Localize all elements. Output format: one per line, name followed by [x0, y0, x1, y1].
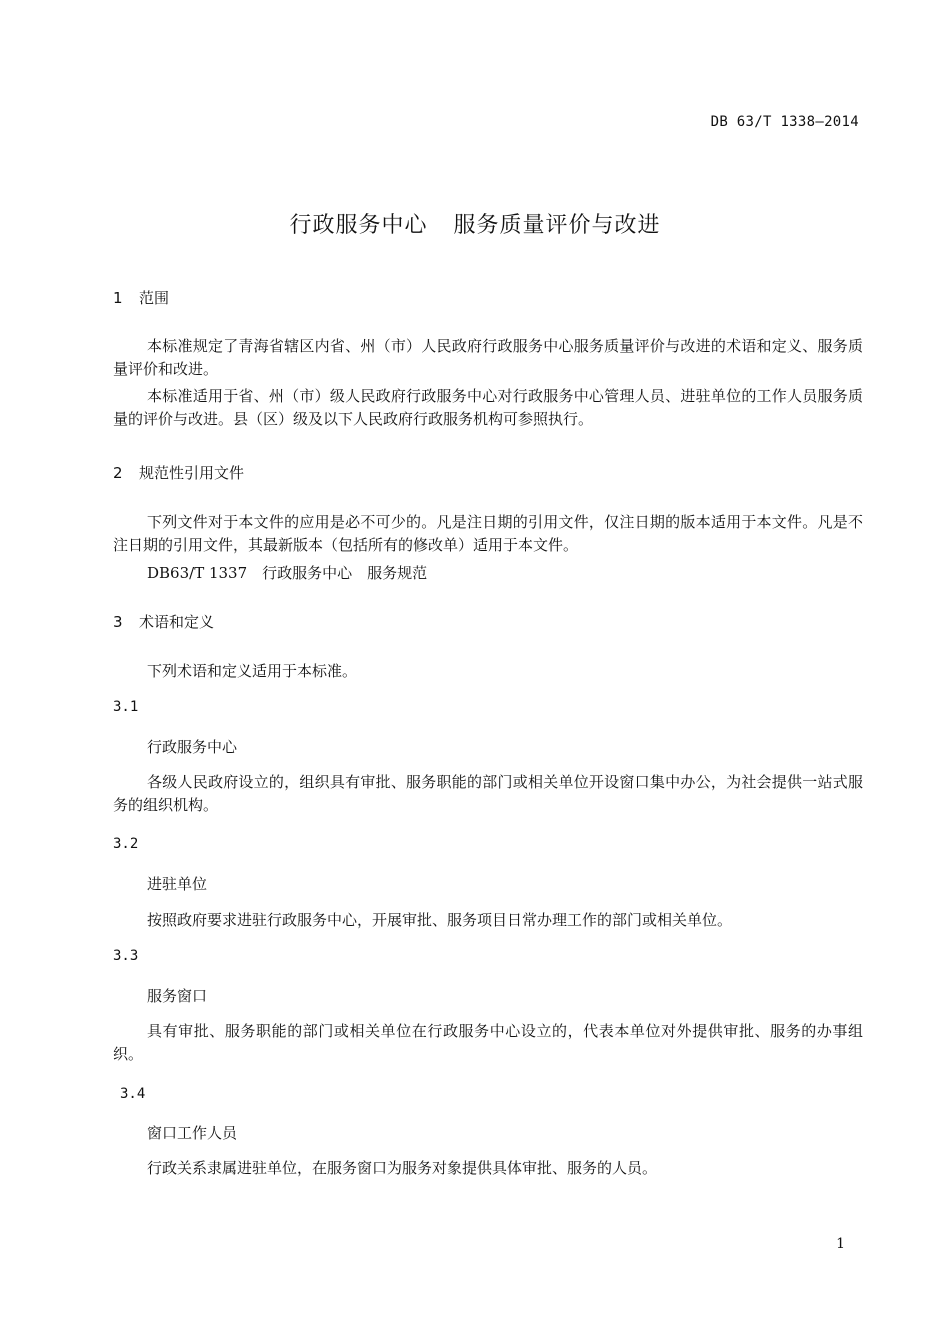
title-part-2: 服务质量评价与改进 [453, 213, 661, 238]
section-3-heading: 3 术语和定义 [113, 613, 215, 631]
document-title [0, 208, 950, 239]
section-1-paragraph-1: 本标准规定了青海省辖区内省、州（市）人民政府行政服务中心服务质量评价与改进的术语和定义、服务质量评价和改进。 [113, 337, 863, 378]
term-number: 3.3 [113, 948, 139, 964]
section-3-intro: 下列术语和定义适用于本标准。 [147, 662, 358, 680]
term-title: 行政服务中心 [147, 738, 238, 756]
title-part-1: 行政服务中心 [289, 213, 428, 238]
term-number: 3.1 [113, 699, 139, 715]
term-definition: 各级人民政府设立的，组织具有审批、服务职能的部门或相关单位开设窗口集中办公，为社会提供一站式服务的组织机构。 [113, 773, 863, 814]
term-title: 服务窗口 [147, 987, 208, 1005]
term-title: 窗口工作人员 [147, 1124, 238, 1142]
term-definition: 行政关系隶属进驻单位，在服务窗口为服务对象提供具体审批、服务的人员。 [147, 1159, 658, 1177]
term-definition: 具有审批、服务职能的部门或相关单位在行政服务中心设立的，代表本单位对外提供审批、服务的办事组织。 [113, 1022, 863, 1063]
section-1-heading: 1 范围 [113, 289, 170, 307]
term-title: 进驻单位 [147, 875, 208, 893]
term-number: 3.4 [120, 1086, 146, 1102]
page-number: 1 [836, 1236, 845, 1252]
standard-code: DB 63/T 1338—2014 [710, 114, 859, 130]
term-definition: 按照政府要求进驻行政服务中心，开展审批、服务项目日常办理工作的部门或相关单位。 [147, 911, 733, 929]
section-1-paragraph-2: 本标准适用于省、州（市）级人民政府行政服务中心对行政服务中心管理人员、进驻单位的工作人员服务质量的评价与改进。县（区）级及以下人民政府行政服务机构可参照执行。 [113, 387, 863, 428]
section-2-heading: 2 规范性引用文件 [113, 464, 245, 482]
term-number: 3.2 [113, 836, 139, 852]
normative-reference: DB63/T 1337 行政服务中心 服务规范 [147, 564, 428, 582]
section-2-paragraph-1: 下列文件对于本文件的应用是必不可少的。凡是注日期的引用文件，仅注日期的版本适用于本文件。凡是不注日期的引用文件，其最新版本（包括所有的修改单）适用于本文件。 [113, 513, 863, 554]
